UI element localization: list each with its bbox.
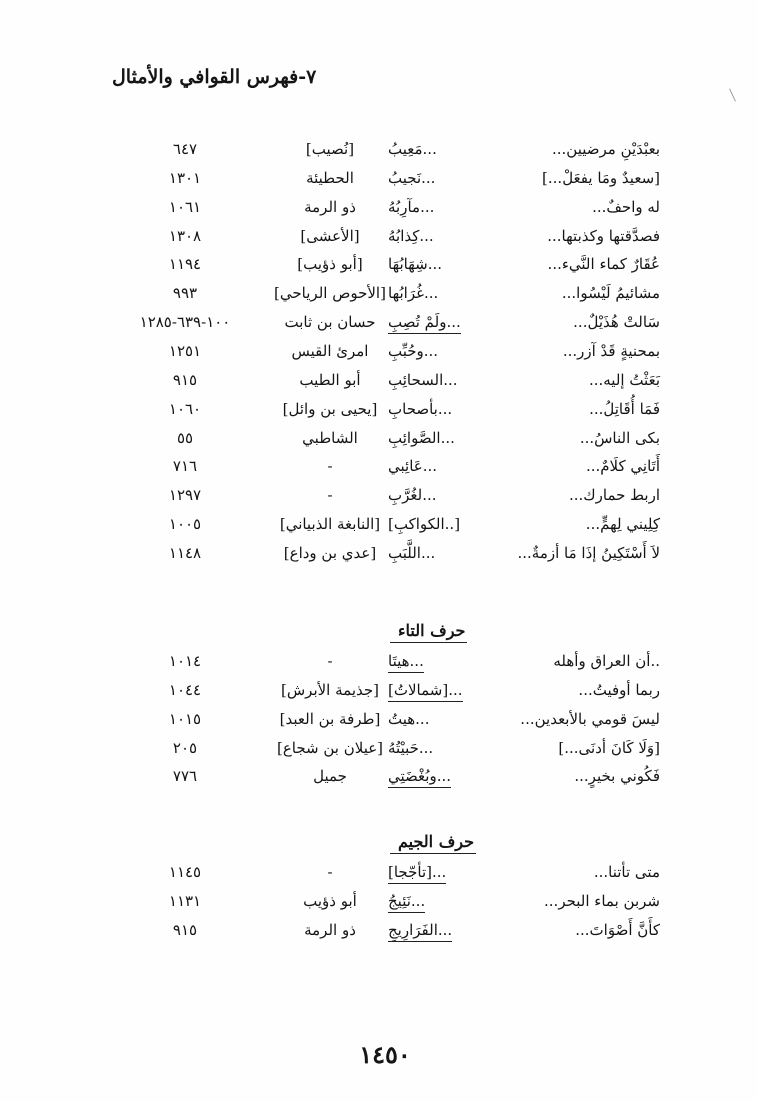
- page-reference: ١٣٠٨: [168, 227, 202, 245]
- verse-opening: مشائيمُ لَيْسُوا...: [561, 284, 660, 302]
- page-reference: ١٠٦١: [168, 198, 202, 216]
- verse-opening: اربط حمارك...: [568, 486, 660, 504]
- page-reference: ١٠١٥: [168, 710, 202, 728]
- verse-opening: فَكُوني بخيرٍ...: [574, 767, 660, 785]
- page-reference: ٢٠٥: [172, 739, 198, 757]
- index-row: [0, 676, 757, 704]
- verse-opening: بعبْدَيْنِ مرضيين...: [552, 140, 660, 158]
- page-reference: ٧١٦: [172, 457, 198, 475]
- index-row: [0, 424, 757, 452]
- page-number: ١٤٥٠: [359, 1040, 411, 1069]
- index-row: [0, 135, 757, 163]
- page-reference: ١١٤٥: [168, 863, 202, 881]
- poet-name: حسان بن ثابت: [284, 313, 376, 331]
- section-title: حرف التاء: [390, 621, 467, 643]
- poet-name: أبو ذؤيب: [303, 892, 357, 910]
- verse-opening: شربن بماء البحر...: [544, 892, 660, 910]
- page-reference: ٩١٥: [172, 921, 198, 939]
- page-reference: ١٠٠٥: [168, 515, 202, 533]
- verse-opening: فَمَا أُقَاتِلُ...: [589, 400, 660, 418]
- poet-name: -: [327, 486, 333, 504]
- section-title: حرف الجيم: [390, 832, 476, 854]
- index-row: [0, 164, 757, 192]
- verse-opening: بكى الناسُ...: [579, 429, 660, 447]
- page-reference: ٥٥: [176, 429, 194, 447]
- index-row: [0, 858, 757, 886]
- poet-name: [عدي بن وداع]: [283, 544, 377, 562]
- verse-opening: [سعيدٌ ومَا يفعَلْ...]: [542, 169, 660, 187]
- poet-name: [طرفة بن العبد]: [279, 710, 381, 728]
- page-reference: ١٠٤٤: [168, 681, 202, 699]
- index-row: [0, 193, 757, 221]
- poet-name: [الأعشى]: [300, 227, 360, 245]
- page-reference: ٧٧٦: [172, 767, 198, 785]
- index-row: [0, 395, 757, 423]
- index-row: [0, 366, 757, 394]
- index-row: [0, 481, 757, 509]
- page-reference: ٦٤٧: [172, 140, 198, 158]
- index-row: [0, 705, 757, 733]
- poet-name: -: [327, 863, 333, 881]
- poet-name: أبو الطيب: [299, 371, 361, 389]
- rhyme-word: [..الكواكبِ]: [388, 515, 461, 533]
- poet-name: [نُصيب]: [305, 140, 355, 158]
- poet-name: [الأحوص الرياحي]: [274, 284, 386, 302]
- rhyme-word: ...عَائِبي: [388, 457, 438, 475]
- page-reference: ١٣٠١: [168, 169, 202, 187]
- page-reference: ٩٩٣: [172, 284, 198, 302]
- scan-mark: [729, 88, 736, 101]
- rhyme-word: ...ولَمْ تُصِبِ: [388, 311, 461, 334]
- page-reference: ١٠٦٠: [168, 400, 202, 418]
- index-row: [0, 647, 757, 675]
- rhyme-word: ...نَئِيجُ: [388, 890, 425, 913]
- page-reference: ١١٣١: [168, 892, 202, 910]
- index-row: [0, 510, 757, 538]
- rhyme-word: ...[تأجّجا]: [388, 861, 446, 884]
- verse-opening: عُقَارٌ كماء النَّيء...: [547, 255, 660, 273]
- page-header-title: ٧-فهرس القوافي والأمثال: [112, 66, 317, 88]
- index-row: [0, 308, 757, 336]
- verse-opening: سَالتْ هُذَيْلٌ...: [573, 313, 660, 331]
- page-reference: ١١٩٤: [168, 255, 202, 273]
- rhyme-word: ...وحُبِّبِ: [388, 342, 439, 360]
- poet-name: ذو الرمة: [304, 198, 356, 216]
- poet-name: الشاطبي: [302, 429, 358, 447]
- index-row: [0, 734, 757, 762]
- poet-name: [جذيمة الأبرش]: [281, 681, 379, 699]
- index-row: [0, 279, 757, 307]
- poet-name: -: [327, 652, 333, 670]
- rhyme-word: ...بأصحابِ: [388, 400, 453, 418]
- rhyme-word: ...مَعِيبُ: [388, 140, 437, 158]
- verse-opening: ..أن العراق وأهله: [553, 652, 660, 670]
- verse-opening: كِلِيني لِهمٍّ...: [585, 515, 660, 533]
- poet-name: ذو الرمة: [304, 921, 356, 939]
- rhyme-word: ...السحائِبِ: [388, 371, 458, 389]
- rhyme-word: ...هيتُ: [388, 710, 430, 728]
- index-row: [0, 539, 757, 567]
- verse-opening: فصدَّقتها وكذبتها...: [547, 227, 660, 245]
- verse-opening: متى تأتنا...: [593, 863, 660, 881]
- index-row: [0, 250, 757, 278]
- rhyme-word: ...الصَّوائِبِ: [388, 429, 455, 447]
- rhyme-word: ...هيتَا: [388, 650, 424, 673]
- verse-opening: بمحنيةٍ قَدْ آزر...: [562, 342, 660, 360]
- index-row: [0, 222, 757, 250]
- verse-opening: له واحفٌ...: [592, 198, 660, 216]
- poet-name: امرئ القيس: [291, 342, 369, 360]
- rhyme-word: ...غُرَابُها: [388, 284, 439, 302]
- index-row: [0, 337, 757, 365]
- rhyme-word: ...كِذابُهُ: [388, 227, 434, 245]
- page-reference: ١٠١٤: [168, 652, 202, 670]
- rhyme-word: ...[شمالاتُ]: [388, 679, 463, 702]
- rhyme-word: ...الفَرَارِيجِ: [388, 919, 452, 942]
- verse-opening: [وَلَا كَانَ أدنَى...]: [558, 739, 660, 757]
- page-reference: ١١٤٨: [168, 544, 202, 562]
- verse-opening: لاَ أَسْتَكِينُ إذَا مَا أزمةٌ...: [517, 544, 660, 562]
- page-reference: ١٠٠-٦٣٩-١٢٨٥: [139, 313, 231, 331]
- poet-name: [النابغة الذبياني]: [279, 515, 381, 533]
- index-row: [0, 887, 757, 915]
- poet-name: [عيلان بن شجاع]: [276, 739, 384, 757]
- poet-name: [أبو ذؤيب]: [297, 255, 363, 273]
- poet-name: -: [327, 457, 333, 475]
- index-row: [0, 452, 757, 480]
- verse-opening: ربما أوفيتُ...: [578, 681, 660, 699]
- poet-name: الحطيئة: [306, 169, 354, 187]
- index-row: [0, 762, 757, 790]
- rhyme-word: ...اللَّبَبِ: [388, 544, 436, 562]
- index-row: [0, 916, 757, 944]
- verse-opening: أَتَانِي كلَامٌ...: [585, 457, 660, 475]
- rhyme-word: ...شِهَابُهَا: [388, 255, 443, 273]
- poet-name: جميل: [313, 767, 347, 785]
- page-reference: ١٢٩٧: [168, 486, 202, 504]
- verse-opening: ليسَ قومي بالأبعدين...: [520, 710, 660, 728]
- page-reference: ١٢٥١: [168, 342, 202, 360]
- poet-name: [يحيى بن وائل]: [282, 400, 378, 418]
- rhyme-word: ...لغُرَّبِ: [388, 486, 437, 504]
- rhyme-word: ...حَبيْتُهُ: [388, 739, 434, 757]
- verse-opening: كأَنَّ أَصْوَاتَ...: [575, 921, 660, 939]
- verse-opening: بَعَثْتُ إليه...: [588, 371, 660, 389]
- page-reference: ٩١٥: [172, 371, 198, 389]
- rhyme-word: ...وبُغْضَتِي: [388, 765, 451, 788]
- rhyme-word: ...نَجيبُ: [388, 169, 436, 187]
- rhyme-word: ...مآرِبُهُ: [388, 198, 435, 216]
